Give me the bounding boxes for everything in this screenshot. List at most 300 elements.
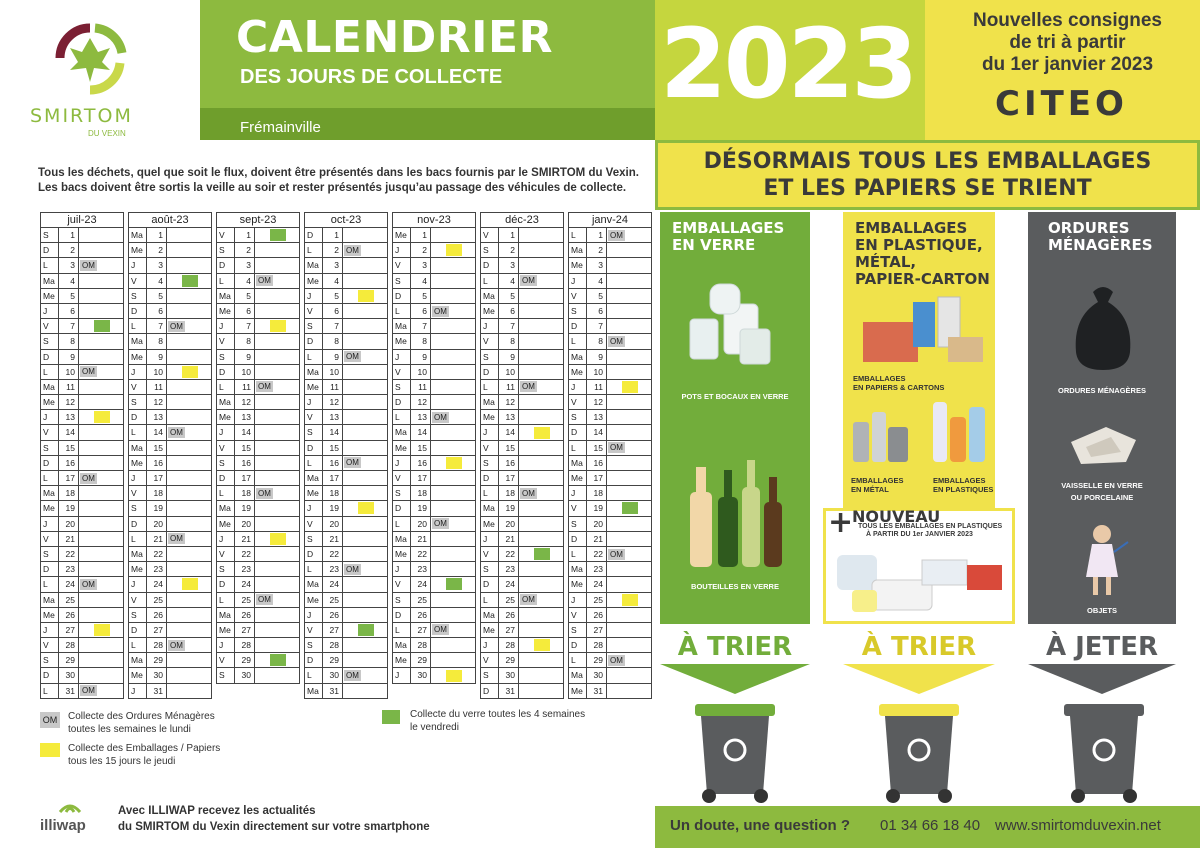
day-row [128, 380, 212, 395]
ordures-heading-line2: MÉNAGÈRES [1048, 236, 1153, 254]
day-row [480, 227, 564, 243]
day-row [40, 638, 124, 653]
weekday: L [217, 593, 235, 607]
weekday: J [481, 532, 499, 546]
collection-mark [607, 304, 651, 318]
day-number: 14 [147, 425, 167, 439]
weekday: Ma [129, 441, 147, 455]
day-row [216, 517, 300, 532]
weekday: L [393, 304, 411, 318]
intro-line2: Les bacs doivent être sortis la veille au soir et rester présentés jusqu’au passage des véhicules de collecte. [38, 182, 627, 194]
weekday: Me [217, 623, 235, 637]
day-row [568, 577, 652, 592]
day-row [304, 517, 388, 532]
day-row [40, 608, 124, 623]
collection-mark [431, 319, 475, 333]
collection-mark [519, 562, 563, 576]
collection-mark [167, 486, 211, 500]
weekday: V [41, 638, 59, 652]
weekday: D [217, 577, 235, 591]
collection-mark [519, 623, 563, 637]
day-number: 19 [411, 501, 431, 515]
collection-mark [79, 501, 123, 515]
weekday: Me [305, 380, 323, 394]
weekday: Me [129, 562, 147, 576]
om-badge: OM [522, 382, 535, 392]
weekday: Ma [129, 653, 147, 667]
day-number: 7 [587, 319, 607, 333]
day-number: 10 [499, 365, 519, 379]
weekday: J [393, 562, 411, 576]
weekday: V [217, 547, 235, 561]
day-row [40, 653, 124, 668]
day-row [128, 289, 212, 304]
collection-mark [167, 319, 211, 333]
collection-mark [607, 365, 651, 379]
footer-question: Un doute, une question ? [670, 817, 850, 834]
weekday: S [481, 456, 499, 470]
collection-mark [431, 350, 475, 364]
om-badge: OM [170, 321, 183, 331]
collection-mark [167, 228, 211, 242]
weekday: D [569, 532, 587, 546]
weekday: V [217, 441, 235, 455]
day-row [568, 532, 652, 547]
day-number: 18 [411, 486, 431, 500]
collection-mark [255, 228, 299, 242]
collection-mark [343, 441, 387, 455]
collection-mark [343, 243, 387, 257]
consignes-text [930, 10, 1200, 76]
emballages-heading-line2: EN PLASTIQUE, [855, 236, 983, 254]
day-number: 18 [587, 486, 607, 500]
weekday: J [481, 425, 499, 439]
collection-mark [79, 684, 123, 698]
day-number: 25 [323, 593, 343, 607]
day-row [40, 365, 124, 380]
day-number: 3 [147, 258, 167, 272]
weekday: L [481, 593, 499, 607]
day-row [392, 425, 476, 440]
day-number: 12 [587, 395, 607, 409]
day-row [392, 517, 476, 532]
weekday: Me [569, 684, 587, 698]
weekday: L [393, 623, 411, 637]
collection-mark [519, 304, 563, 318]
banner-line2: ET LES PAPIERS SE TRIENT [763, 176, 1092, 201]
om-badge: OM [346, 458, 359, 468]
day-row [128, 425, 212, 440]
action-verre: À TRIER [677, 632, 793, 662]
day-number: 24 [499, 577, 519, 591]
day-number: 9 [323, 350, 343, 364]
day-number: 4 [323, 274, 343, 288]
day-row [128, 274, 212, 289]
day-row [568, 638, 652, 653]
weekday: V [129, 593, 147, 607]
day-row [392, 365, 476, 380]
weekday: V [305, 623, 323, 637]
om-badge: OM [346, 245, 359, 255]
day-number: 20 [499, 517, 519, 531]
day-number: 17 [411, 471, 431, 485]
day-row [568, 684, 652, 699]
legend-om-line1: Collecte des Ordures Ménagères [68, 711, 215, 722]
collection-mark [519, 608, 563, 622]
collection-mark [607, 547, 651, 561]
weekday: D [481, 471, 499, 485]
collection-mark [255, 623, 299, 637]
collection-mark [167, 425, 211, 439]
day-number: 2 [323, 243, 343, 257]
collection-mark [431, 243, 475, 257]
day-row [392, 562, 476, 577]
day-number: 27 [323, 623, 343, 637]
collection-mark [79, 365, 123, 379]
weekday: V [393, 365, 411, 379]
collection-mark [343, 258, 387, 272]
day-row [40, 532, 124, 547]
day-row [392, 334, 476, 349]
day-number: 6 [587, 304, 607, 318]
logo-name: SMIRTOM [30, 105, 133, 127]
collection-mark [431, 593, 475, 607]
day-row [304, 274, 388, 289]
weekday: D [481, 365, 499, 379]
day-row [568, 304, 652, 319]
weekday: L [41, 258, 59, 272]
day-number: 18 [147, 486, 167, 500]
weekday: Me [305, 274, 323, 288]
day-number: 10 [59, 365, 79, 379]
day-row [392, 380, 476, 395]
metal-plastic-icon [848, 397, 993, 472]
day-row [480, 243, 564, 258]
weekday: D [569, 425, 587, 439]
weekday: D [305, 653, 323, 667]
day-row [128, 608, 212, 623]
day-row [216, 274, 300, 289]
day-row [568, 334, 652, 349]
collection-mark [79, 562, 123, 576]
day-row [128, 653, 212, 668]
footer-phone[interactable]: 01 34 66 18 40 [880, 817, 981, 834]
day-row [128, 562, 212, 577]
day-row [304, 395, 388, 410]
weekday: V [569, 608, 587, 622]
day-row [40, 577, 124, 592]
ordures-caption2b: OU PORCELAINE [1070, 493, 1134, 502]
day-row [128, 334, 212, 349]
ordures-caption3: OBJETS [1086, 606, 1117, 615]
collection-mark [167, 410, 211, 424]
day-number: 30 [235, 668, 255, 682]
day-number: 13 [235, 410, 255, 424]
weekday: Me [393, 547, 411, 561]
weekday: J [41, 304, 59, 318]
day-number: 14 [587, 425, 607, 439]
collection-mark [431, 441, 475, 455]
collection-mark [431, 532, 475, 546]
day-row [568, 471, 652, 486]
weekday: Me [129, 350, 147, 364]
day-row [568, 501, 652, 516]
weekday: Me [129, 668, 147, 682]
legend-om-swatch [40, 712, 60, 728]
weekday: Me [569, 577, 587, 591]
day-number: 5 [147, 289, 167, 303]
day-row [304, 486, 388, 501]
month-column [216, 212, 300, 684]
om-badge: OM [82, 686, 95, 696]
day-row [392, 456, 476, 471]
om-badge: OM [346, 671, 359, 681]
day-row [392, 441, 476, 456]
weekday: S [569, 623, 587, 637]
emballages-marker [94, 624, 110, 636]
logo-sub: DU VEXIN [88, 129, 126, 138]
day-row [392, 623, 476, 638]
weekday: J [569, 593, 587, 607]
day-row [40, 425, 124, 440]
day-number: 22 [235, 547, 255, 561]
day-row [304, 623, 388, 638]
emballages-heading-line4: PAPIER-CARTON [855, 270, 990, 288]
day-number: 16 [235, 456, 255, 470]
weekday: J [217, 319, 235, 333]
verre-marker [94, 320, 110, 332]
plus-icon: + [828, 505, 854, 540]
day-row [40, 304, 124, 319]
day-row [128, 547, 212, 562]
day-number: 29 [235, 653, 255, 667]
weekday: L [129, 532, 147, 546]
weekday: L [569, 334, 587, 348]
emballages-marker [182, 366, 198, 378]
day-row [480, 456, 564, 471]
broken-dishes-icon [1066, 422, 1140, 472]
weekday: Ma [217, 501, 235, 515]
weekday: Me [481, 517, 499, 531]
footer-website[interactable]: www.smirtomduvexin.net [995, 817, 1161, 834]
recycle-leaf-icon [40, 18, 140, 96]
weekday: S [393, 380, 411, 394]
weekday: V [129, 380, 147, 394]
day-row [40, 395, 124, 410]
emballages-marker [446, 670, 462, 682]
collection-mark [343, 228, 387, 242]
weekday: Ma [305, 684, 323, 698]
weekday: L [217, 380, 235, 394]
collection-mark [343, 334, 387, 348]
day-number: 20 [411, 517, 431, 531]
day-row [392, 410, 476, 425]
weekday: Ma [129, 334, 147, 348]
day-row [304, 365, 388, 380]
weekday: Ma [41, 486, 59, 500]
weekday: S [217, 350, 235, 364]
weekday: V [217, 334, 235, 348]
weekday: Ma [393, 638, 411, 652]
day-row [568, 319, 652, 334]
collection-mark [167, 532, 211, 546]
ordures-caption2a: VAISSELLE EN VERRE [1061, 481, 1143, 490]
day-number: 16 [587, 456, 607, 470]
day-row [128, 593, 212, 608]
collection-mark [167, 501, 211, 515]
day-row [216, 623, 300, 638]
day-row [304, 608, 388, 623]
collection-mark [607, 425, 651, 439]
day-number: 20 [59, 517, 79, 531]
day-number: 24 [323, 577, 343, 591]
om-badge: OM [610, 443, 623, 453]
weekday: D [305, 228, 323, 242]
collection-mark [343, 517, 387, 531]
day-number: 5 [499, 289, 519, 303]
day-row [40, 486, 124, 501]
collection-mark [79, 623, 123, 637]
weekday: Me [569, 471, 587, 485]
day-number: 24 [587, 577, 607, 591]
day-row [568, 456, 652, 471]
om-badge: OM [82, 367, 95, 377]
collection-mark [607, 410, 651, 424]
day-number: 1 [323, 228, 343, 242]
weekday: Me [569, 365, 587, 379]
day-number: 1 [499, 228, 519, 242]
day-row [216, 395, 300, 410]
day-number: 24 [411, 577, 431, 591]
weekday: L [393, 410, 411, 424]
collection-mark [255, 547, 299, 561]
day-row [480, 395, 564, 410]
collection-mark [167, 653, 211, 667]
collection-mark [167, 684, 211, 698]
day-number: 12 [147, 395, 167, 409]
collection-mark [607, 501, 651, 515]
day-number: 5 [235, 289, 255, 303]
weekday: S [481, 562, 499, 576]
day-row [216, 562, 300, 577]
day-row [128, 395, 212, 410]
day-row [304, 243, 388, 258]
collection-mark [431, 258, 475, 272]
collection-mark [343, 425, 387, 439]
day-number: 15 [411, 441, 431, 455]
day-row [128, 350, 212, 365]
collection-mark [607, 456, 651, 470]
weekday: Ma [41, 593, 59, 607]
weekday: S [41, 547, 59, 561]
bin-yellow-lid-icon [877, 700, 961, 804]
weekday: S [41, 441, 59, 455]
om-badge: OM [610, 655, 623, 665]
collection-mark [519, 486, 563, 500]
day-number: 2 [59, 243, 79, 257]
collection-mark [431, 289, 475, 303]
weekday: S [481, 350, 499, 364]
collection-mark [167, 547, 211, 561]
day-row [304, 501, 388, 516]
day-number: 13 [59, 410, 79, 424]
day-number: 31 [587, 684, 607, 698]
day-number: 29 [411, 653, 431, 667]
day-row [480, 289, 564, 304]
day-row [304, 547, 388, 562]
day-number: 8 [323, 334, 343, 348]
emballages-marker [358, 290, 374, 302]
collection-mark [255, 304, 299, 318]
day-number: 27 [59, 623, 79, 637]
weekday: L [481, 380, 499, 394]
weekday: D [217, 471, 235, 485]
weekday: S [569, 304, 587, 318]
weekday: D [129, 623, 147, 637]
collection-mark [343, 668, 387, 682]
day-row [40, 243, 124, 258]
day-number: 15 [587, 441, 607, 455]
day-number: 24 [59, 577, 79, 591]
collection-mark [167, 334, 211, 348]
day-row [568, 350, 652, 365]
day-row [40, 471, 124, 486]
day-row [128, 304, 212, 319]
collection-mark [343, 577, 387, 591]
collection-mark [255, 577, 299, 591]
weekday: V [305, 304, 323, 318]
day-row [304, 227, 388, 243]
collection-mark [607, 623, 651, 637]
day-number: 28 [235, 638, 255, 652]
collection-mark [167, 380, 211, 394]
collection-mark [607, 350, 651, 364]
day-row [216, 304, 300, 319]
weekday: L [393, 517, 411, 531]
collection-mark [519, 228, 563, 242]
weekday: Ma [569, 562, 587, 576]
weekday: Ma [305, 471, 323, 485]
column-verre [660, 212, 810, 624]
day-number: 10 [411, 365, 431, 379]
collection-mark [167, 350, 211, 364]
day-number: 31 [323, 684, 343, 698]
day-row [568, 289, 652, 304]
weekday: V [393, 577, 411, 591]
trash-bag-icon [1068, 282, 1138, 372]
weekday: Ma [217, 395, 235, 409]
weekday: Me [129, 456, 147, 470]
collection-mark [167, 289, 211, 303]
day-row [216, 668, 300, 683]
day-row [392, 638, 476, 653]
collection-mark [167, 608, 211, 622]
collection-mark [255, 441, 299, 455]
weekday: V [481, 653, 499, 667]
day-row [216, 593, 300, 608]
day-number: 30 [323, 668, 343, 682]
day-number: 3 [323, 258, 343, 272]
verre-marker [270, 229, 286, 241]
day-number: 9 [235, 350, 255, 364]
day-row [128, 638, 212, 653]
day-number: 23 [147, 562, 167, 576]
weekday: V [393, 471, 411, 485]
weekday: Me [393, 334, 411, 348]
collection-mark [519, 501, 563, 515]
om-badge: OM [434, 519, 447, 529]
day-number: 14 [235, 425, 255, 439]
